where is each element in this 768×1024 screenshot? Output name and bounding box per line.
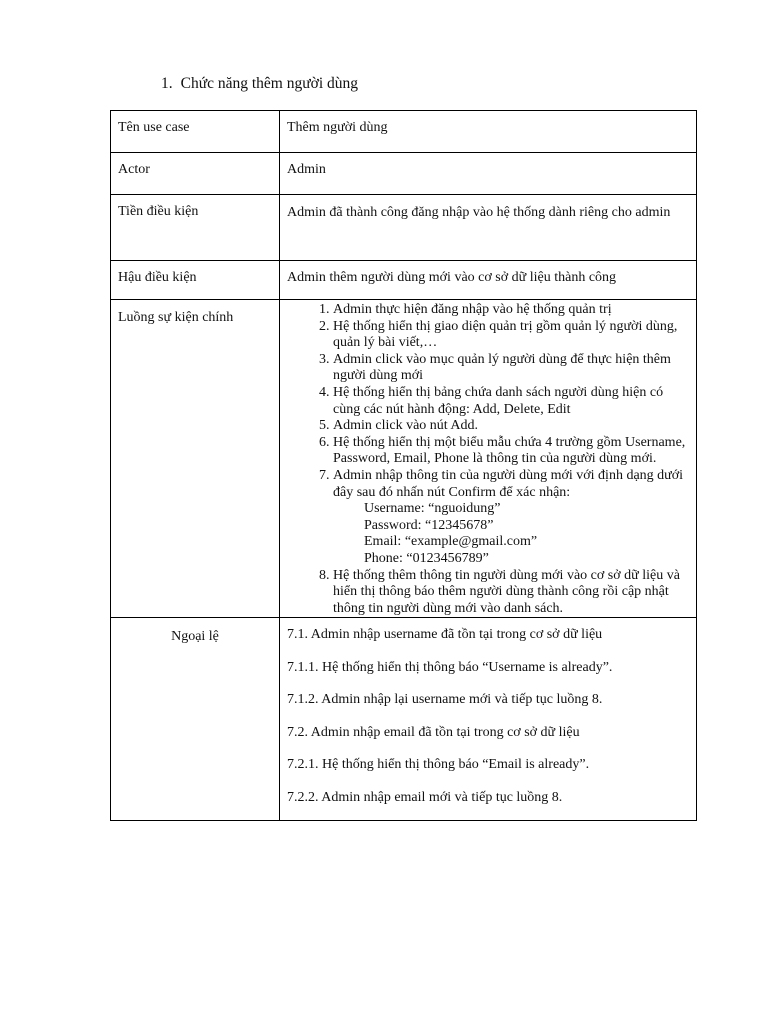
use-case-table xyxy=(110,110,697,821)
sample-password: Password: “12345678” xyxy=(364,517,494,533)
table-row xyxy=(111,111,697,153)
sample-phone: Phone: “0123456789” xyxy=(364,550,489,566)
exception-item: 7.2.2. Admin nhập email mới và tiếp tục luồng 8. xyxy=(287,789,563,805)
section-heading xyxy=(161,75,358,93)
row-value-postcondition: Admin thêm người dùng mới vào cơ sở dữ liệu thành công xyxy=(287,270,617,285)
table-row xyxy=(111,261,697,300)
table-row xyxy=(111,153,697,195)
sample-username: Username: “nguoidung” xyxy=(364,501,501,517)
table-row xyxy=(111,618,697,821)
exception-item: 7.1.1. Hệ thống hiển thị thông báo “Username is already”. xyxy=(287,659,613,675)
main-flow-step: 4. Hệ thống hiển thị bảng chứa danh sách người dùng hiện có cùng các nút hành động: Add, Delete, Edit xyxy=(333,385,688,418)
row-label-actor: Actor xyxy=(118,162,150,177)
main-flow-step: 6. Hệ thống hiển thị một biểu mẫu chứa 4 trường gồm Username, Password, Email, Phone là thông tin của người dùng mới. xyxy=(333,435,688,468)
main-flow-step: 8. Hệ thống thêm thông tin người dùng mới vào cơ sở dữ liệu và hiển thị thông báo thêm người dùng thành công rồi cập nhật thông tin người dùng mới vào danh sách. xyxy=(333,568,688,618)
table-row xyxy=(111,195,697,261)
row-label-precondition: Tiền điều kiện xyxy=(118,204,199,219)
row-value-actor: Admin xyxy=(287,162,326,177)
row-label-use-case-name: Tên use case xyxy=(118,120,190,135)
exception-item: 7.2.1. Hệ thống hiển thị thông báo “Email is already”. xyxy=(287,757,590,773)
row-value-precondition: Admin đã thành công đăng nhập vào hệ thống dành riêng cho admin xyxy=(287,205,671,220)
main-flow-step: 3. Admin click vào mục quản lý người dùng để thực hiện thêm người dùng mới xyxy=(333,352,688,385)
row-label-postcondition: Hậu điều kiện xyxy=(118,270,197,285)
main-flow-step: 7. Admin nhập thông tin của người dùng mới với định dạng dưới đây sau đó nhấn nút Confirm để xác nhận: Username: “nguoidung” Password: “12345678” Email: “example@gmail.com” Phone: “0123456789” xyxy=(333,468,688,568)
main-flow-step: 1. Admin thực hiện đăng nhập vào hệ thống quản trị xyxy=(333,302,688,319)
table-row xyxy=(111,300,697,618)
section-number: 1. xyxy=(161,75,173,92)
exception-item: 7.1. Admin nhập username đã tồn tại trong cơ sở dữ liệu xyxy=(287,627,603,643)
exception-item: 7.2. Admin nhập email đã tồn tại trong cơ sở dữ liệu xyxy=(287,724,580,740)
exceptions-list xyxy=(280,618,696,820)
row-label-main-flow: Luồng sự kiện chính xyxy=(118,310,234,325)
main-flow-step: 5. Admin click vào nút Add. xyxy=(333,418,688,435)
sample-email: Email: “example@gmail.com” xyxy=(364,534,538,550)
row-value-use-case-name: Thêm người dùng xyxy=(287,120,388,135)
main-flow-step: 2. Hệ thống hiển thị giao diện quản trị gồm quản lý người dùng, quản lý bài viết,… xyxy=(333,319,688,352)
section-title: Chức năng thêm người dùng xyxy=(180,75,359,92)
exception-item: 7.1.2. Admin nhập lại username mới và tiếp tục luồng 8. xyxy=(287,692,603,708)
row-label-exceptions: Ngoại lệ xyxy=(171,629,219,645)
main-flow-list xyxy=(280,300,696,617)
